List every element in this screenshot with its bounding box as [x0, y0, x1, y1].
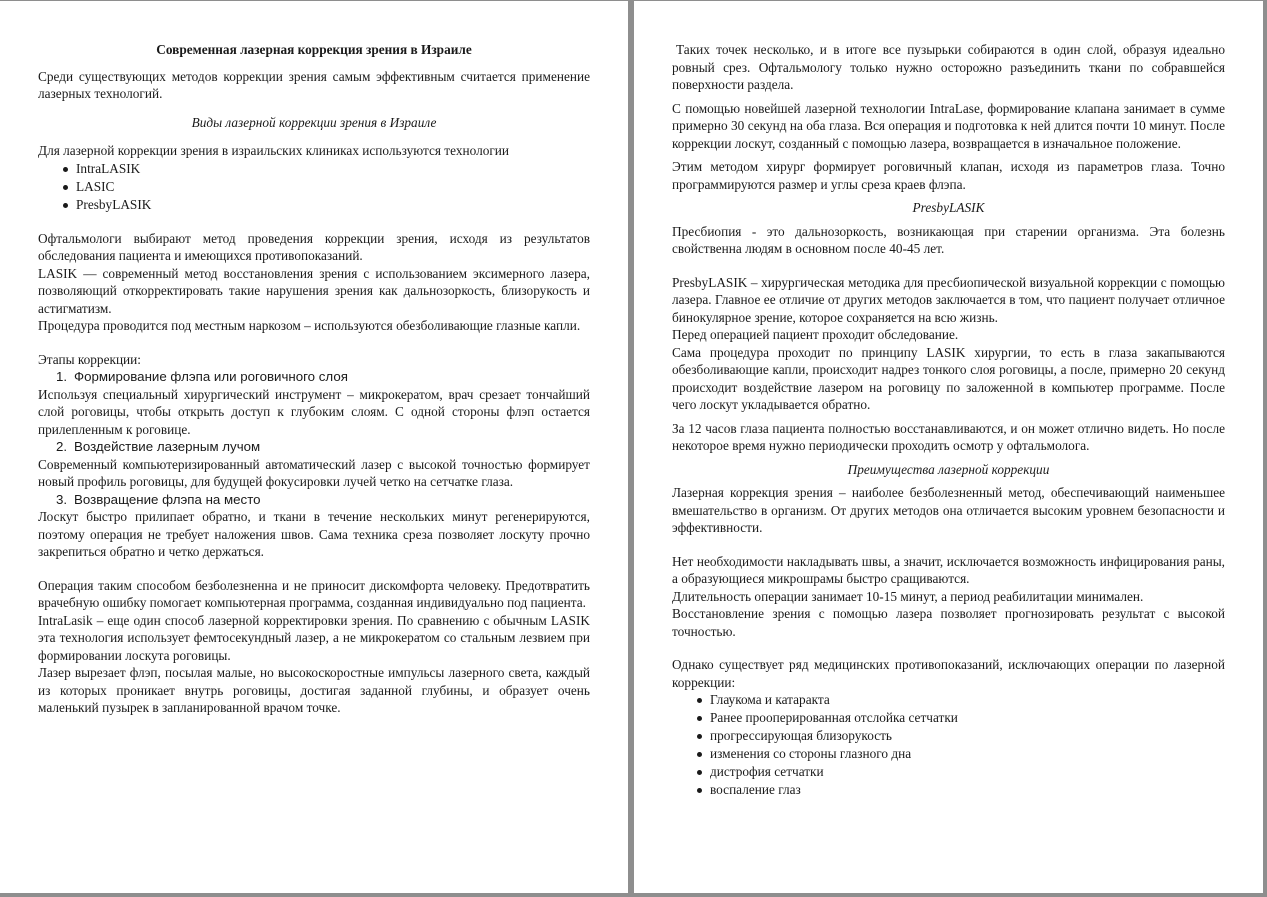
stage-title: Воздействие лазерным лучом	[74, 439, 261, 454]
types-list	[38, 160, 590, 214]
method-choice-paragraph: Офтальмологи выбирают метод проведения коррекции зрения, исходя из результатов обследования пациента и имеющихся противопоказаний.	[38, 230, 590, 263]
list-item: дистрофия сетчатки	[710, 763, 1225, 781]
advantages-heading: Преимущества лазерной коррекции	[847, 461, 1050, 477]
intro-paragraph: Среди существующих методов коррекции зрения самым эффективным считается применение лазерных технологий.	[38, 68, 590, 101]
list-item: изменения со стороны глазного дна	[710, 745, 1225, 763]
stage-2-paragraph: Современный компьютеризированный автоматический лазер с высокой точностью формирует новый профиль роговицы, для будущей фокусировки лучей четко на сетчатке глаза.	[38, 456, 590, 489]
intralase-paragraph: С помощью новейшей лазерной технологии IntraLase, формирование клапана занимает в сумме примерно 30 секунд на оба глаза. Вся операция и подготовка к ней длится почти 10 минут. После коррекции лоскут, созданный с помощью лазера, возвращается в изначальное положение.	[672, 100, 1225, 151]
flap-params-paragraph: Этим методом хирург формирует роговичный клапан, исходя из параметров глаза. Точно программируются размер и углы среза краев флэпа.	[672, 159, 1225, 192]
stage-number: 3.	[56, 491, 68, 507]
types-lead-paragraph: Для лазерной коррекции зрения в израильских клиниках используются технологии	[38, 143, 510, 158]
laser-cut-paragraph: Лазер вырезает флэп, посылая малые, но высокоскоростные импульсы лазерного света, каждый из которых проникает внутрь роговицы, достигая заданной глубины, и образует очень маленький пузырек в запланированной врачом точке.	[38, 665, 590, 715]
list-item: PresbyLASIK	[76, 196, 590, 214]
contraindications-list	[672, 691, 1225, 799]
document-page-1	[0, 1, 628, 893]
bubbles-paragraph: Таких точек несколько, и в итоге все пузырьки собираются в один слой, образуя идеально ровный срез. Офтальмологу только нужно осторожно разъединить ткани по собравшейся поверхности раздела.	[672, 42, 1225, 92]
predict-paragraph: Восстановление зрения с помощью лазера позволяет прогнозировать результат с высокой точностью.	[672, 606, 1225, 639]
list-item: LASIC	[76, 178, 590, 196]
stage-number: 2.	[56, 439, 68, 454]
no-stitches-paragraph: Нет необходимости накладывать швы, а значит, исключается возможность инфицирования раны, а образующиеся микрошрамы быстро сращиваются.	[672, 553, 1225, 586]
presbylasik-exam-paragraph: Перед операцией пациент проходит обследование.	[672, 327, 959, 342]
intralasik-paragraph: IntraLasik – еще один способ лазерной корректировки зрения. По сравнению с обычным LASIK эта технология использует фемтосекундный лазер, а не микрокератом со стальным лезвием при формировании лоскута роговицы.	[38, 612, 590, 663]
list-item: Ранее прооперированная отслойка сетчатки	[710, 709, 1225, 727]
list-item: Глаукома и катаракта	[710, 691, 1225, 709]
contraindications-intro-paragraph: Однако существует ряд медицинских противопоказаний, исключающих операции по лазерной коррекции:	[672, 657, 1225, 690]
document-page-2	[634, 1, 1263, 893]
stage-1-heading	[38, 368, 590, 386]
stage-2-heading	[38, 438, 590, 456]
presbylasik-heading: PresbyLASIK	[912, 200, 985, 215]
painless-paragraph: Операция таким способом безболезненна и не приносит дискомфорта человеку. Предотвратить врачебную ошибку помогает компьютерная программа, созданная индивидуально под пациента.	[38, 577, 590, 610]
stage-1-paragraph: Используя специальный хирургический инструмент – микрокератом, врач срезает тончайший слой роговицы, чтобы открыть доступ к глубоким слоям. С одной стороны флэп остается прилепленным к роговице.	[38, 386, 590, 437]
stage-number: 1.	[56, 369, 68, 384]
lasik-description-paragraph: LASIK — современный метод восстановления зрения с использованием эксимерного лазера, позволяющий откорректировать такие нарушения зрения как дальнозоркость, близорукость и астигматизм.	[38, 265, 590, 316]
document-title: Современная лазерная коррекция зрения в Израиле	[156, 42, 472, 57]
list-item: прогрессирующая близорукость	[710, 727, 1225, 745]
stage-3-paragraph: Лоскут быстро прилипает обратно, и ткани в течение нескольких минут регенерируются, поэтому операция не требует наложения швов. Сама техника среза позволяет лоскуту прочно закрепиться обратно и четко держаться.	[38, 509, 590, 559]
presbylasik-procedure-paragraph: Сама процедура проходит по принципу LASIK хирургии, то есть в глаза закапываются обезболивающие капли, происходит надрез тонкого слоя роговицы, а после, примерно 20 секунд происходит воздействие лазером на роговицу по заложенной в компьютер программе. После чего лоскут укладывается обратно.	[672, 344, 1225, 412]
types-heading: Виды лазерной коррекции зрения в Израиле	[191, 114, 437, 130]
advantages-intro-paragraph: Лазерная коррекция зрения – наиболее безболезненный метод, обеспечивающий наименьшее вмешательство в организм. От других методов она отличается высоким уровнем безопасности и эффективности.	[672, 485, 1225, 535]
presbyopia-paragraph: Пресбиопия - это дальнозоркость, возникающая при старении организма. Эта болезнь свойственна людям в основном после 40-45 лет.	[672, 223, 1225, 256]
list-item: IntraLASIK	[76, 160, 590, 178]
stage-title: Формирование флэпа или роговичного слоя	[74, 369, 348, 384]
recovery-paragraph: За 12 часов глаза пациента полностью восстанавливаются, и он может отлично видеть. Но после некоторое время нужно периодически проходить осмотр у офтальмолога.	[672, 420, 1225, 453]
duration-paragraph: Длительность операции занимает 10-15 минут, а период реабилитации минимален.	[672, 588, 1144, 604]
list-item: воспаление глаз	[710, 781, 1225, 799]
stage-3-heading	[38, 491, 590, 509]
presbylasik-description-paragraph: PresbyLASIK – хирургическая методика для пресбиопической визуальной коррекции с помощью лазера. Главное ее отличие от других методов заключается в том, что пациент получает отличное бинокулярное зрение, которое сохраняется на всю жизнь.	[672, 274, 1225, 325]
stage-title: Возвращение флэпа на место	[74, 491, 261, 507]
stages-heading: Этапы коррекции:	[38, 351, 141, 367]
anesthesia-paragraph: Процедура проводится под местным наркозом – используются обезболивающие глазные капли.	[38, 318, 581, 333]
